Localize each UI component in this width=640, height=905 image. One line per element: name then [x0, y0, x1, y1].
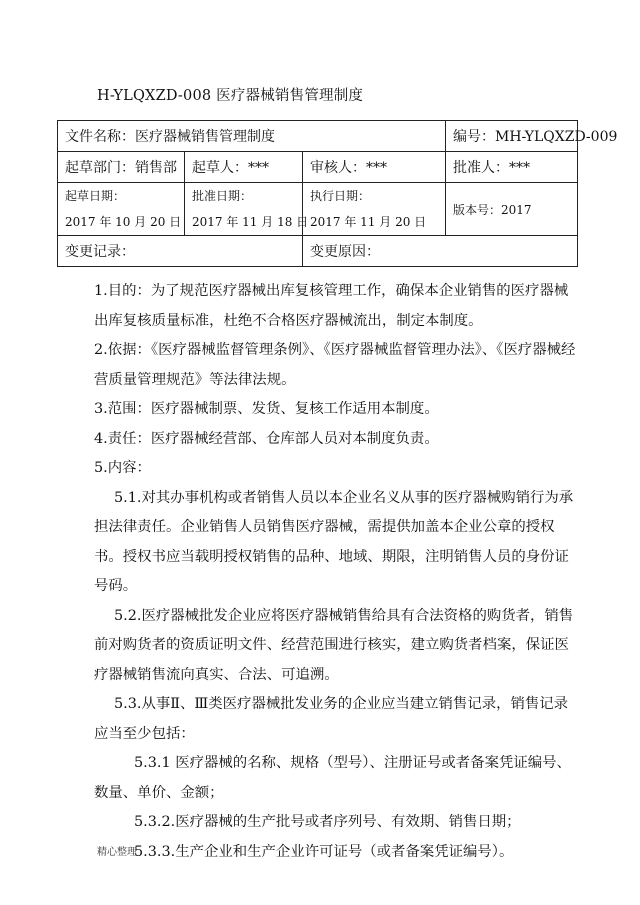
- file-name-cell: 文件名称：医疗器械销售管理制度: [58, 121, 446, 152]
- section-responsibility: 4.责任：医疗器械经营部、仓库部人员对本制度负责。: [94, 430, 439, 447]
- approve-date-cell: [185, 183, 309, 236]
- approve-date-value: 2017 年 11 月 18 日: [192, 215, 309, 229]
- clause-5-3: 5.3.从事Ⅱ、Ⅲ类医疗器械批发业务的企业应当建立销售记录，销售记录应当至少包括：: [94, 696, 569, 742]
- clause-5-3-1: 5.3.1 医疗器械的名称、规格（型号）、注册证号或者备案凭证编号、数量、单价、金额；: [94, 755, 571, 801]
- doc-number-cell: 编号：MH-YLQXZD-009: [446, 121, 578, 152]
- dept-cell: 起草部门：销售部: [58, 152, 185, 183]
- clause-5-1: 5.1.对其办事机构或者销售人员以本企业名义从事的医疗器械购销行为承担法律责任。企业销售人员销售医疗器械，需提供加盖本企业公章的授权书。授权书应当载明授权销售的品种、地域、期限，注明销售人员的身份证号码。: [94, 489, 574, 594]
- version-cell: 版本号：2017: [446, 183, 578, 236]
- approver-cell: 批准人：***: [446, 152, 578, 183]
- section-scope: 3.范围：医疗器械制票、发货、复核工作适用本制度。: [94, 401, 439, 417]
- document-body: [94, 277, 580, 867]
- page-footer: 精心整理: [97, 847, 137, 858]
- document-title: H-YLQXZD-008 医疗器械销售管理制度: [97, 88, 364, 104]
- drafter-cell: 起草人：***: [185, 152, 303, 183]
- clause-5-3-3: 5.3.3.生产企业和生产企业许可证号（或者备案凭证编号）。: [134, 843, 514, 860]
- draft-date-label: 起草日期：: [65, 189, 126, 203]
- clause-5-2: 5.2.医疗器械批发企业应将医疗器械销售给具有合法资格的购货者，销售前对购货者的资质证明文件、经营范围进行核实，建立购货者档案，保证医疗器械销售流向真实、合法、可追溯。: [94, 607, 574, 683]
- draft-date-cell: [58, 183, 185, 236]
- approve-date-label: 批准日期：: [192, 189, 253, 203]
- document-info-table: [57, 120, 618, 267]
- section-basis: 2.依据：《医疗器械监督管理条例》、《医疗器械监督管理办法》、《医疗器械经营质量管理规范》等法律法规。: [94, 342, 576, 388]
- clause-5-3-2: 5.3.2.医疗器械的生产批号或者序列号、有效期、销售日期；: [134, 814, 521, 830]
- draft-date-value: 2017 年 10 月 20 日: [65, 215, 182, 229]
- change-reason-cell: 变更原因：: [303, 236, 578, 267]
- change-record-cell: 变更记录：: [58, 236, 303, 267]
- exec-date-value: 2017 年 11 月 20 日: [310, 215, 427, 229]
- exec-date-cell: [303, 183, 446, 236]
- exec-date-label: 执行日期：: [310, 189, 371, 203]
- section-purpose: 1.目的：为了规范医疗器械出库复核管理工作，确保本企业销售的医疗器械出库复核质量标准，杜绝不合格医疗器械流出，制定本制度。: [94, 283, 569, 329]
- reviewer-cell: 审核人：***: [303, 152, 446, 183]
- section-content-heading: 5.内容：: [94, 460, 151, 476]
